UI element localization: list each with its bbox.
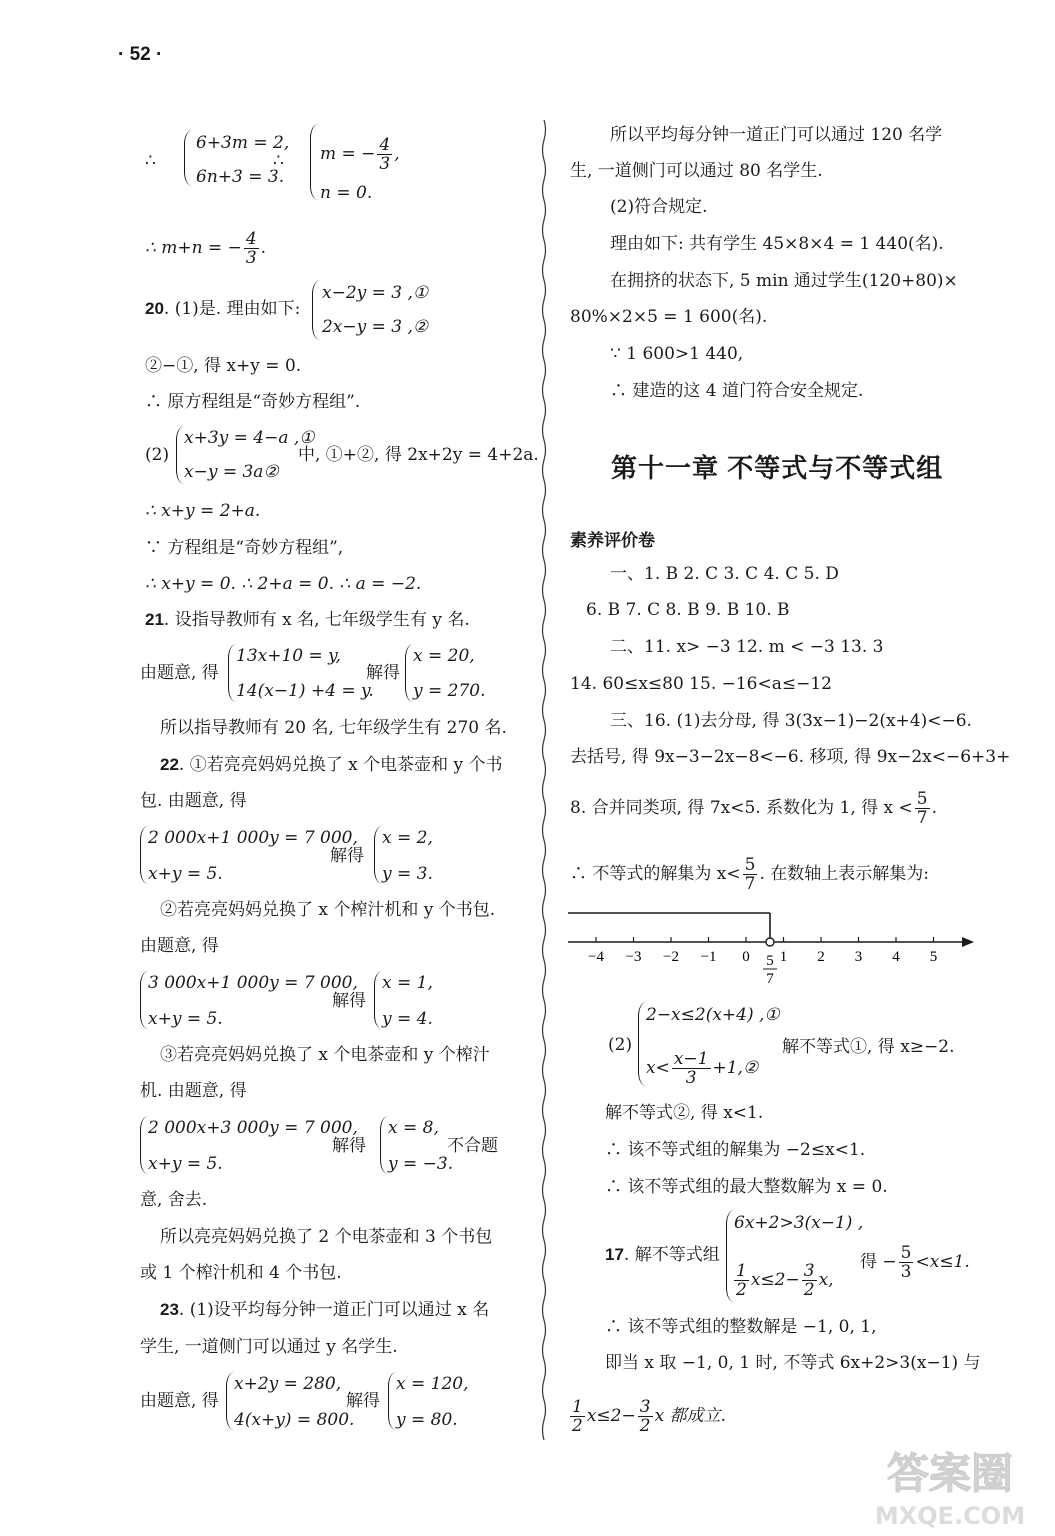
text-line: ②若亮亮妈妈兑换了 x 个榨汁机和 y 个书包. xyxy=(160,900,496,920)
equation: 得 − $\frac{5}{3}$ <x≤1. xyxy=(860,1243,970,1282)
left-brace xyxy=(176,426,184,484)
equation: x−2y = 3 ,① xyxy=(322,283,429,303)
text-line: ∵ 方程组是“奇妙方程组”, xyxy=(145,538,344,558)
equation: x = 1, xyxy=(382,973,433,993)
axis-tick-label: −1 xyxy=(700,949,717,965)
axis-mark-denominator: 7 xyxy=(766,971,774,985)
text-line: ∴ 该不等式组的最大整数解为 x = 0. xyxy=(605,1177,888,1197)
text-line: 机. 由题意, 得 xyxy=(140,1081,247,1101)
equation: ∴ m+n = − $\frac{4}{3}$ . xyxy=(145,229,267,268)
text-line: ③若亮亮妈妈兑换了 x 个电茶壶和 y 个榨汁 xyxy=(160,1045,490,1065)
equation: x< $\frac{x-1}{3}$ +1,② xyxy=(646,1049,759,1088)
equation: x+y = 5. xyxy=(148,1009,223,1029)
text-line: (2) xyxy=(145,445,170,465)
question-17: 17. 解不等式组 xyxy=(605,1245,720,1265)
left-brace xyxy=(228,644,236,702)
answer-row: 二、11. x> −3 12. m < −3 13. 3 xyxy=(610,637,884,657)
text-line: 所以平均每分钟一道正门可以通过 120 名学 xyxy=(610,125,943,145)
equation: 2 000x+1 000y = 7 000, xyxy=(148,828,358,848)
therefore-symbol: ∴ xyxy=(273,151,284,171)
equation: 6n+3 = 3. xyxy=(196,167,285,187)
text-line: 意, 舍去. xyxy=(140,1190,208,1210)
equation: 3 000x+1 000y = 7 000, xyxy=(148,973,358,993)
equation: 2x−y = 3 ,② xyxy=(322,317,429,337)
text-line: 由题意, 得 xyxy=(140,663,219,683)
equation: y = 3. xyxy=(382,864,433,884)
text-line: 或 1 个榨汁机和 4 个书包. xyxy=(140,1263,342,1283)
equation: x+2y = 280, xyxy=(234,1374,342,1394)
equation: x+3y = 4−a ,① xyxy=(184,428,315,448)
text-line: 即当 x 取 −1, 0, 1 时, 不等式 6x+2>3(x−1) 与 xyxy=(605,1353,981,1373)
equation: x+y = 5. xyxy=(148,1154,223,1174)
equation: x = 120, xyxy=(396,1374,469,1394)
chapter-title: 第十一章 不等式与不等式组 xyxy=(611,453,944,483)
text-line: 解得 xyxy=(346,1391,380,1411)
text-line: ∴ 该不等式组的整数解是 −1, 0, 1, xyxy=(605,1317,877,1337)
equation: y = −3. xyxy=(388,1154,454,1174)
text-line: 解得 xyxy=(330,846,364,866)
question-23: 23. (1)设平均每分钟一道正门可以通过 x 名 xyxy=(160,1300,490,1320)
left-brace xyxy=(388,1372,396,1430)
equation: y = 4. xyxy=(382,1009,433,1029)
axis-mark-numerator: 5 xyxy=(766,953,774,969)
answer-row: 14. 60≤x≤80 15. −16<a≤−12 xyxy=(570,674,832,694)
axis-tick-label: 5 xyxy=(929,949,938,965)
text-line: ∴ x+y = 2+a. xyxy=(145,501,261,521)
text-line: 由题意, 得 xyxy=(140,1391,219,1411)
axis-tick-label: 3 xyxy=(854,949,863,965)
text-line: 在拥挤的状态下, 5 min 通过学生(120+80)× xyxy=(610,271,958,291)
axis-tick-label: −4 xyxy=(588,949,604,965)
left-brace xyxy=(310,124,318,200)
left-brace xyxy=(184,130,192,186)
axis-tick-label: 1 xyxy=(779,949,788,965)
axis-tick-label: 0 xyxy=(742,949,750,965)
text-line: ∴ 原方程组是“奇妙方程组”. xyxy=(145,392,361,412)
column-divider xyxy=(540,120,548,1440)
page-number: · 52 · xyxy=(118,44,163,65)
left-brace xyxy=(140,971,148,1029)
equation: x+y = 5. xyxy=(148,864,223,884)
equation: 4(x+y) = 800. xyxy=(234,1410,355,1430)
equation: 2−x≤2(x+4) ,① xyxy=(646,1005,780,1025)
left-brace xyxy=(405,644,413,702)
text-line: 所以指导教师有 20 名, 七年级学生有 270 名. xyxy=(160,718,507,738)
equation: n = 0. xyxy=(320,183,373,203)
left-brace xyxy=(638,1002,646,1086)
text-line: (2)符合规定. xyxy=(610,197,708,217)
svg-text:MXQE.COM: MXQE.COM xyxy=(874,1502,1026,1530)
text-line: 不合题 xyxy=(447,1136,498,1156)
equation: 14(x−1) +4 = y. xyxy=(236,681,374,701)
axis-tick-label: 4 xyxy=(892,949,900,965)
text-line: ∴ 建造的这 4 道门符合安全规定. xyxy=(610,381,864,401)
text-line: ∴ x+y = 0. ∴ 2+a = 0. ∴ a = −2. xyxy=(145,574,422,594)
question-20: 20. (1)是. 理由如下: xyxy=(145,299,301,319)
question-22: 22. ①若亮亮妈妈兑换了 x 个电茶壶和 y 个书 xyxy=(160,755,503,775)
text-line: ②−①, 得 x+y = 0. xyxy=(145,356,302,376)
watermark-logo xyxy=(855,1440,1045,1530)
equation: 6+3m = 2, xyxy=(196,133,290,153)
equation: 13x+10 = y, xyxy=(236,646,341,666)
text-line: 中, ①+②, 得 2x+2y = 4+2a. xyxy=(298,445,539,465)
equation: y = 80. xyxy=(396,1410,458,1430)
text-line: 学生, 一道侧门可以通过 y 名学生. xyxy=(140,1337,398,1357)
equation: x−y = 3a② xyxy=(184,462,279,482)
equation: $\frac{1}{2}$ x≤2− $\frac{3}{2}$ x 都成立. xyxy=(572,1397,726,1436)
equation: x = 2, xyxy=(382,828,433,848)
left-brace xyxy=(226,1372,234,1430)
equation: x = 20, xyxy=(413,646,475,666)
text-line: ∴ 该不等式组的解集为 −2≤x<1. xyxy=(605,1140,866,1160)
therefore-symbol: ∴ xyxy=(145,151,156,171)
left-brace xyxy=(374,971,382,1029)
equation: 6x+2>3(x−1) , xyxy=(734,1213,864,1233)
question-21: 21. 设指导教师有 x 名, 七年级学生有 y 名. xyxy=(145,610,470,630)
text-line: 理由如下: 共有学生 45×8×4 = 1 440(名). xyxy=(610,234,944,254)
left-brace xyxy=(374,826,382,884)
text-line: 解不等式②, 得 x<1. xyxy=(605,1103,764,1123)
axis-tick-label: 2 xyxy=(817,949,825,965)
left-brace xyxy=(312,280,320,340)
text-line: 去括号, 得 9x−3−2x−8<−6. 移项, 得 9x−2x<−6+3+ xyxy=(570,747,1011,767)
section-heading: 素养评价卷 xyxy=(570,531,655,550)
equation: $\frac{1}{2}$ x≤2− $\frac{3}{2}$ x, xyxy=(736,1261,834,1300)
answer-row: 一、1. B 2. C 3. C 4. C 5. D xyxy=(610,564,839,584)
text-line: 解不等式①, 得 x≥−2. xyxy=(782,1037,955,1057)
text-line: 所以亮亮妈妈兑换了 2 个电茶壶和 3 个书包 xyxy=(160,1227,493,1247)
text-line: 三、16. (1)去分母, 得 3(3x−1)−2(x+4)<−6. xyxy=(610,711,972,731)
left-brace xyxy=(380,1116,388,1174)
text-line: 解得 xyxy=(366,663,400,683)
text-line: ∴ 不等式的解集为 x< $\frac{5}{7}$ . 在数轴上表示解集为: xyxy=(570,855,930,894)
text-line: 包. 由题意, 得 xyxy=(140,791,247,811)
left-brace xyxy=(140,826,148,884)
text-line: 80%×2×5 = 1 600(名). xyxy=(570,307,768,327)
text-line: 解得 xyxy=(332,1136,366,1156)
svg-text:答案圈: 答案圈 xyxy=(886,1449,1014,1498)
text-line: 生, 一道侧门可以通过 80 名学生. xyxy=(570,161,823,181)
equation: 2 000x+3 000y = 7 000, xyxy=(148,1118,358,1138)
left-brace xyxy=(140,1116,148,1174)
equation: x = 8, xyxy=(388,1118,439,1138)
text-line: 解得 xyxy=(332,991,366,1011)
axis-tick-label: −3 xyxy=(625,949,642,965)
text-line: ∵ 1 600>1 440, xyxy=(610,344,744,364)
number-line xyxy=(566,905,976,985)
answer-row: 6. B 7. C 8. B 9. B 10. B xyxy=(586,600,790,620)
equation: y = 270. xyxy=(413,681,486,701)
axis-tick-label: −2 xyxy=(663,949,679,965)
text-line: (2) xyxy=(608,1035,633,1055)
text-line: 8. 合并同类项, 得 7x<5. 系数化为 1, 得 x < $\frac{5}{7}$ . xyxy=(570,789,938,828)
text-line: 由题意, 得 xyxy=(140,936,219,956)
equation: m = − $\frac{4}{3}$ , xyxy=(320,135,400,174)
